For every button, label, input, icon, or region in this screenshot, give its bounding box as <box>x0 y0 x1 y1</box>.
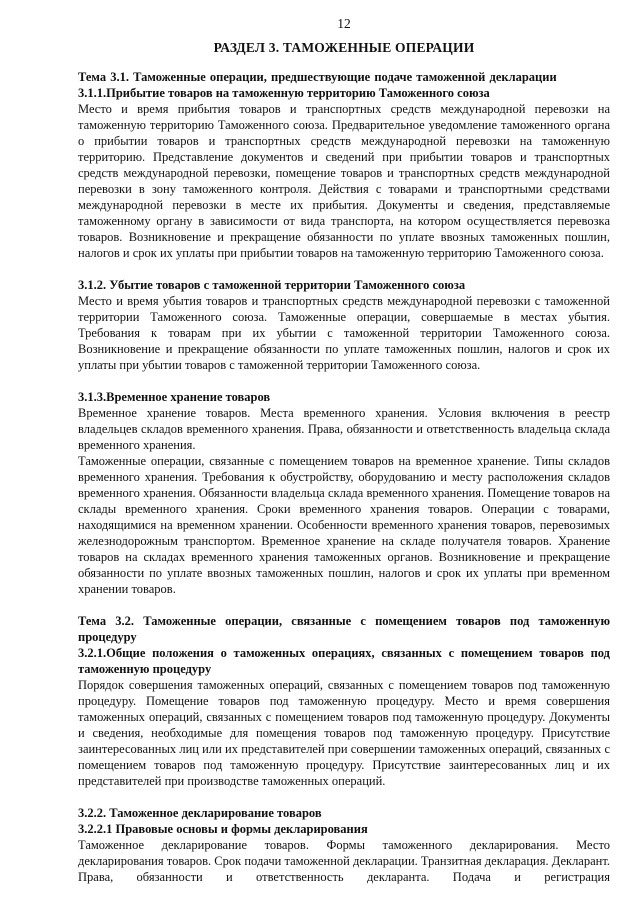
paragraph-gap <box>78 261 610 277</box>
section-title: РАЗДЕЛ 3. ТАМОЖЕННЫЕ ОПЕРАЦИИ <box>213 40 475 55</box>
topic-3-1-title: Тема 3.1. Таможенные операции, предшествующие подаче таможенной декларации <box>78 70 557 84</box>
subsection-3-2-2-1-text: Таможенное декларирование товаров. Формы таможенного декларирования. Место декларирования товаров. Срок подачи таможенной декларации. Транзитная декларация. Декларант. Права, обязанности и ответственность декларанта. Подача и регистрация <box>78 838 610 884</box>
page-number: 12 <box>337 16 351 31</box>
subsection-3-2-1-title: 3.2.1.Общие положения о таможенных операциях, связанных с помещением товаров под таможенную процедуру <box>78 646 610 676</box>
subsection-3-2-1-text: Порядок совершения таможенных операций, связанных с помещением товаров под таможенную процедуру. Помещение товаров под таможенную процедуру. Место и время совершения таможенных операций, связанных с помещением товаров под таможенную процедуру. Документы и сведения, необходимые для помещения товаров под таможенную процедуру. Присутствие заинтересованных лиц или их представителей при совершении таможенных операций, связанных с помещением товаров под таможенную процедуру. Присутствие заинтересованных лиц и их представителей при производстве таможенных операций. <box>78 678 610 788</box>
subsection-3-1-1-title: 3.1.1.Прибытие товаров на таможенную территорию Таможенного союза <box>78 86 490 100</box>
paragraph-gap <box>78 597 610 613</box>
subsection-3-2-2-1-title: 3.2.2.1 Правовые основы и формы декларирования <box>78 822 368 836</box>
topic-3-2-title: Тема 3.2. Таможенные операции, связанные с помещением товаров под таможенную процедуру <box>78 614 610 644</box>
subsection-3-1-2-title: 3.1.2. Убытие товаров с таможенной территории Таможенного союза <box>78 278 466 292</box>
paragraph-gap <box>78 373 610 389</box>
subsection-3-1-3-text-2: Таможенные операции, связанные с помещением товаров на временное хранение. Типы складов временного хранения. Требования к обустройству, оборудованию и месту расположения складов временного хранения. Обязанности владельца склада временного хранения. Помещение товаров на склады временного хранения. Сроки временного хранения товаров. Операции с товарами, находящимися на временном хранении. Особенности временного хранения товаров, перевозимых железнодорожным транспортом. Временное хранение на складе получателя товаров. Хранение товаров на складах временного хранения таможенных органов. Возникновение и прекращение обязанности по уплате ввозных таможенных пошлин, налогов и срок их уплаты при временном хранении товаров. <box>78 454 610 596</box>
subsection-3-1-3-title: 3.1.3.Временное хранение товаров <box>78 390 271 404</box>
paragraph-gap <box>78 789 610 805</box>
subsection-3-1-2-text: Место и время убытия товаров и транспортных средств международной перевозки с таможенной территории Таможенного союза. Таможенные операции, совершаемые в местах убытия. Требования к товарам при их убытии с таможенной территории Таможенного союза. Возникновение и прекращение обязанности по уплате таможенных пошлин, налогов и срок их уплаты при убытии товаров с таможенной территории Таможенного союза. <box>78 294 610 372</box>
subsection-3-1-3-text-1: Временное хранение товаров. Места временного хранения. Условия включения в реестр владельцев складов временного хранения. Права, обязанности и ответственность владельца склада временного хранения. <box>78 406 610 452</box>
subsection-3-2-2-title: 3.2.2. Таможенное декларирование товаров <box>78 806 322 820</box>
subsection-3-1-1-text: Место и время прибытия товаров и транспортных средств международной перевозки на таможенную территорию Таможенного союза. Предварительное уведомление таможенного органа о прибытии товаров и транспортных средств международной перевозки на таможенную территорию. Представление документов и сведений при прибытии товаров и транспортных средств международной перевозки, помещение товаров и транспортных средств международной перевозки в зону таможенного контроля. Действия с товарами и транспортными средствами международной перевозки в месте их прибытия. Документы и сведения, представляемые таможенному органу в зависимости от вида транспорта, на котором осуществляется перевозка товаров. Возникновение и прекращение обязанности по уплате ввозных таможенных пошлин, налогов и срок их уплаты при прибытии товаров на таможенную территорию Таможенного союза. <box>78 102 610 260</box>
